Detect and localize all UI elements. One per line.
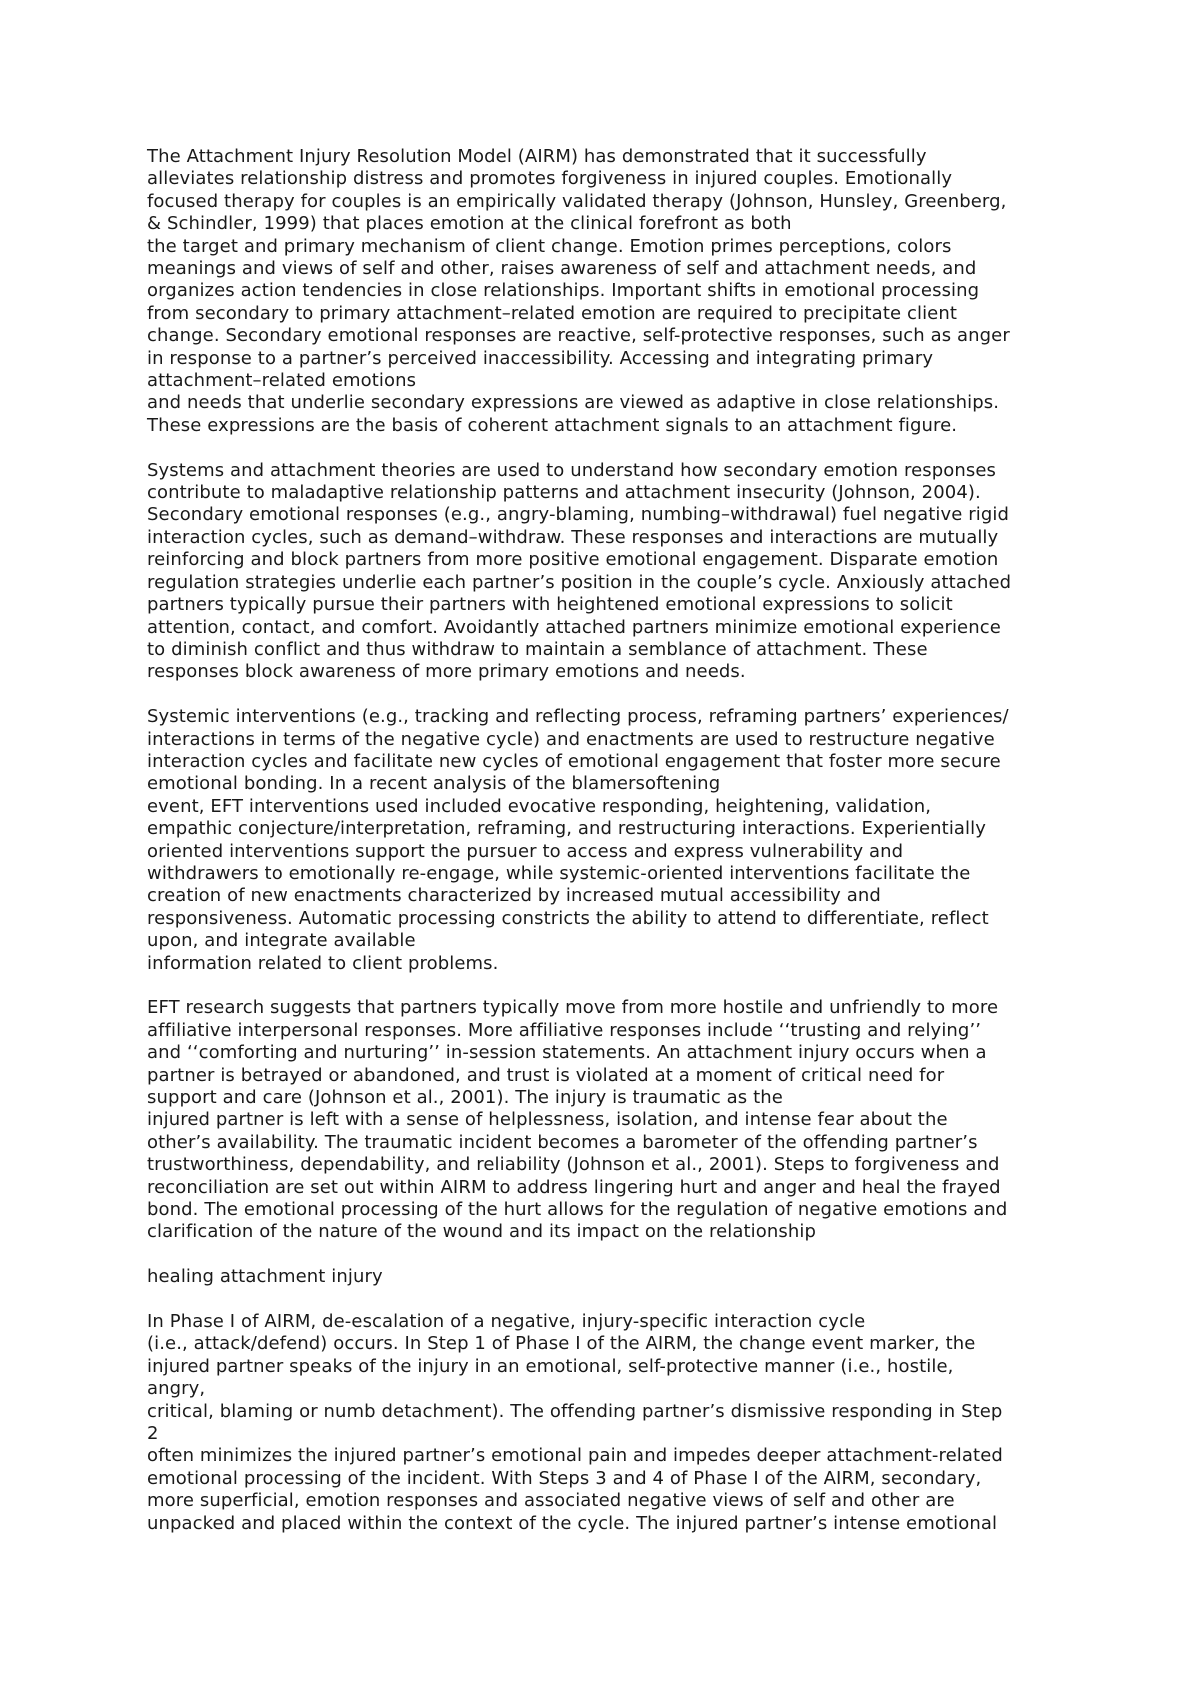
text-line: emotional bonding. In a recent analysis of the blamersoftening (147, 773, 721, 795)
text-line: In Phase I of AIRM, de-escalation of a negative, injury-specific interaction cycle (147, 1311, 866, 1333)
text-line: information related to client problems. (147, 952, 499, 974)
text-line: Systemic interventions (e.g., tracking and reflecting process, reframing partners’ experiences/ (147, 706, 1009, 728)
text-line: 2 (147, 1423, 159, 1445)
text-line: event, EFT interventions used included evocative responding, heightening, validation, (147, 795, 932, 817)
text-line: interaction cycles and facilitate new cycles of emotional engagement that foster more secure (147, 750, 1001, 772)
paragraph (147, 460, 1147, 684)
text-line: often minimizes the injured partner’s emotional pain and impedes deeper attachment-related (147, 1445, 1003, 1467)
text-line: creation of new enactments characterized by increased mutual accessibility and (147, 885, 881, 907)
text-line: healing attachment injury (147, 1266, 383, 1288)
text-line: from secondary to primary attachment–related emotion are required to precipitate client (147, 302, 958, 324)
text-line: focused therapy for couples is an empirically validated therapy (Johnson, Hunsley, Greenberg, (147, 190, 1007, 212)
text-line: and ‘‘comforting and nurturing’’ in-session statements. An attachment injury occurs when a (147, 1042, 987, 1064)
text-line: reconciliation are set out within AIRM to address lingering hurt and anger and heal the frayed (147, 1176, 1001, 1198)
text-line: attachment–related emotions (147, 370, 417, 392)
text-line: attention, contact, and comfort. Avoidantly attached partners minimize emotional experience (147, 616, 1001, 638)
text-line: change. Secondary emotional responses are reactive, self-protective responses, such as anger (147, 325, 1010, 347)
text-line: oriented interventions support the pursuer to access and express vulnerability and (147, 840, 904, 862)
section-heading (147, 1266, 1147, 1288)
text-line: interaction cycles, such as demand–withdraw. These responses and interactions are mutually (147, 526, 999, 548)
text-line: alleviates relationship distress and promotes forgiveness in injured couples. Emotionally (147, 168, 953, 190)
paragraph (147, 706, 1147, 975)
text-line: responses block awareness of more primary emotions and needs. (147, 661, 746, 683)
text-line: EFT research suggests that partners typically move from more hostile and unfriendly to more (147, 997, 999, 1019)
text-line: regulation strategies underlie each partner’s position in the couple’s cycle. Anxiously attached (147, 571, 1012, 593)
text-line: the target and primary mechanism of client change. Emotion primes perceptions, colors (147, 235, 952, 257)
text-line: withdrawers to emotionally re-engage, while systemic-oriented interventions facilitate the (147, 862, 971, 884)
text-line: bond. The emotional processing of the hurt allows for the regulation of negative emotions and (147, 1199, 1008, 1221)
text-line: and needs that underlie secondary expressions are viewed as adaptive in close relationships. (147, 392, 1000, 414)
text-line: contribute to maladaptive relationship patterns and attachment insecurity (Johnson, 2004). (147, 482, 981, 504)
text-line: The Attachment Injury Resolution Model (AIRM) has demonstrated that it successfully (147, 146, 927, 167)
text-line: upon, and integrate available (147, 930, 416, 952)
text-line: critical, blaming or numb detachment). The offending partner’s dismissive responding in Step (147, 1400, 1003, 1422)
document-body (147, 146, 1147, 1558)
text-line: in response to a partner’s perceived inaccessibility. Accessing and integrating primary (147, 347, 934, 369)
paragraph (147, 146, 1147, 437)
text-line: partner is betrayed or abandoned, and trust is violated at a moment of critical need for (147, 1064, 945, 1086)
text-line: organizes action tendencies in close relationships. Important shifts in emotional processing (147, 280, 980, 302)
text-line: unpacked and placed within the context of the cycle. The injured partner’s intense emotional (147, 1512, 998, 1534)
text-line: clarification of the nature of the wound and its impact on the relationship (147, 1221, 816, 1243)
text-line: angry, (147, 1378, 206, 1400)
text-line: more superficial, emotion responses and associated negative views of self and other are (147, 1490, 955, 1512)
paragraph (147, 997, 1147, 1243)
text-line: (i.e., attack/defend) occurs. In Step 1 of Phase I of the AIRM, the change event marker, the (147, 1333, 976, 1355)
text-line: & Schindler, 1999) that places emotion at the clinical forefront as both (147, 213, 792, 235)
text-line: meanings and views of self and other, raises awareness of self and attachment needs, and (147, 258, 977, 280)
text-line: other’s availability. The traumatic incident becomes a barometer of the offending partner’s (147, 1131, 978, 1153)
text-line: affiliative interpersonal responses. More affiliative responses include ‘‘trusting and relying’’ (147, 1019, 982, 1041)
text-line: empathic conjecture/interpretation, reframing, and restructuring interactions. Experientially (147, 818, 987, 840)
text-line: injured partner is left with a sense of helplessness, isolation, and intense fear about the (147, 1109, 948, 1131)
text-line: trustworthiness, dependability, and reliability (Johnson et al., 2001). Steps to forgiveness and (147, 1154, 1000, 1176)
text-line: Secondary emotional responses (e.g., angry-blaming, numbing–withdrawal) fuel negative rigid (147, 504, 1010, 526)
paragraph (147, 1311, 1147, 1535)
text-line: Systems and attachment theories are used to understand how secondary emotion responses (147, 459, 997, 481)
text-line: interactions in terms of the negative cycle) and enactments are used to restructure negative (147, 728, 995, 750)
text-line: partners typically pursue their partners with heightened emotional expressions to solicit (147, 594, 953, 616)
text-line: These expressions are the basis of coherent attachment signals to an attachment figure. (147, 414, 958, 436)
text-line: to diminish conflict and thus withdraw to maintain a semblance of attachment. These (147, 638, 928, 660)
text-line: injured partner speaks of the injury in an emotional, self-protective manner (i.e., hostile, (147, 1355, 954, 1377)
text-line: emotional processing of the incident. With Steps 3 and 4 of Phase I of the AIRM, secondary, (147, 1467, 982, 1489)
text-line: reinforcing and block partners from more positive emotional engagement. Disparate emotion (147, 549, 999, 571)
text-line: support and care (Johnson et al., 2001). The injury is traumatic as the (147, 1087, 783, 1109)
text-line: responsiveness. Automatic processing constricts the ability to attend to differentiate, reflect (147, 907, 989, 929)
